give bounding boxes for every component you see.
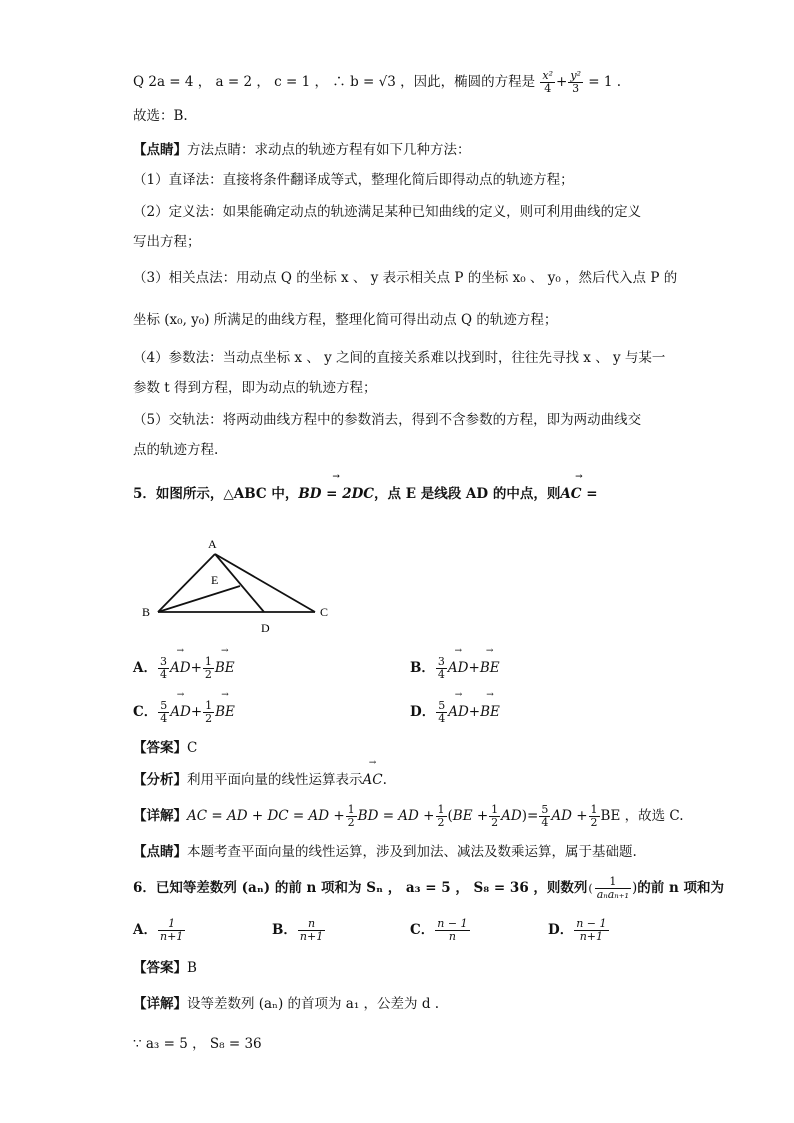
method-2-line: （2）定义法：如果能确定动点的轨迹满足某种已知曲线的定义，则可利用曲线的定义 — [133, 204, 642, 220]
label-b: B — [142, 605, 151, 619]
q5-detail: 【详解】AC = AD + DC = AD + $\frac{1}{2}$ BD = AD + $\frac{1}{2}$ (BE + $\frac{1}{2}$ AD)= $\frac{5}{4}$ AD + $\frac{1}{2}$ BE ，故选 C. — [133, 803, 684, 829]
q5-analysis: 【分析】利用平面向量的线性运算表示→ AC. — [133, 770, 387, 790]
choose-b-line: 故选：B. — [133, 108, 188, 124]
q6-answer: 【答案】B — [133, 960, 197, 976]
question-6-stem: 6．已知等差数列 (aₙ) 的前 n 项和为 Sₙ ， a₃ = 5 ， S₈ = 36 ，则数列( 1 aₙaₙ₊₁ )的前 n 项和为 — [133, 875, 724, 901]
q5-option-c[interactable]: C． $\frac{5}{4}$ → AD+ $\frac{1}{2}$ → BE — [133, 700, 235, 725]
fraction-x2-over-4: $\frac{\text{x²}}{4}$ — [542, 69, 554, 95]
method-3-cont-line: 坐标 (x₀, y₀) 所满足的曲线方程，整理化简可得出动点 Q 的轨迹方程； — [133, 312, 558, 328]
triangle-figure — [140, 534, 340, 634]
method-5-line: （5）交轨法：将两动曲线方程中的参数消去，得到不含参数的方程，即为两动曲线交 — [133, 412, 642, 428]
q6-option-d[interactable]: D． $\frac{n - 1}{n+1}$ — [548, 917, 607, 943]
method-1-line: （1）直译法：直接将条件翻译成等式，整理化简后即得动点的轨迹方程； — [133, 172, 574, 188]
label-a: A — [208, 537, 217, 551]
method-2-cont-line: 写出方程； — [133, 234, 201, 250]
segment-ad — [215, 554, 264, 612]
fraction-y2-over-3: $\frac{\text{y²}}{3}$ — [570, 69, 581, 95]
edge-ac — [215, 554, 315, 612]
q6-detail: 【详解】设等差数列 (aₙ) 的首项为 a₁ ，公差为 d . — [133, 996, 440, 1012]
question-5-stem: 5．如图所示，△ABC 中，→ BD = 2DC，点 E 是线段 AD 的中点，则→ AC = — [133, 484, 598, 504]
q5-option-d[interactable]: D． $\frac{5}{4}$ → AD+→ BE — [410, 700, 500, 725]
q6-option-b[interactable]: B． $\frac{n}{n+1}$ — [272, 917, 324, 943]
label-d: D — [261, 621, 270, 634]
q6-option-a[interactable]: A． $\frac{1}{n+1}$ — [133, 917, 184, 943]
q5-comment: 【点睛】本题考查平面向量的线性运算，涉及到加法、减法及数乘运算，属于基础题. — [133, 844, 637, 860]
q6-given: ∵ a₃ = 5 ， S₈ = 36 — [133, 1036, 262, 1052]
label-e: E — [211, 573, 219, 587]
q6-option-c[interactable]: C． $\frac{n - 1}{n}$ — [410, 917, 468, 943]
method-5-cont-line: 点的轨迹方程. — [133, 442, 219, 458]
q5-answer: 【答案】C — [133, 740, 198, 756]
q5-option-a[interactable]: A． $\frac{3}{4}$ → AD+ $\frac{1}{2}$ → BE — [133, 656, 235, 681]
method-3-line: （3）相关点法：用动点 Q 的坐标 x 、 y 表示相关点 P 的坐标 x₀ 、 y₀ ，然后代入点 P 的 — [133, 270, 678, 286]
method-summary-line: 【点睛】方法点睛：求动点的轨迹方程有如下几种方法： — [133, 142, 471, 158]
method-4-line: （4）参数法：当动点坐标 x 、 y 之间的直接关系难以找到时，往往先寻找 x 、 y 与某一 — [133, 350, 666, 366]
method-4-cont-line: 参数 t 得到方程，即为动点的轨迹方程； — [133, 380, 377, 396]
label-c: C — [320, 605, 329, 619]
ellipse-conclusion-line: Q 2a = 4 ， a = 2 ， c = 1 ， ∴ b = √3 ，因此，椭圆的方程是 $\frac{\text{x²}}{4}$ + $\frac{\text{y²}}{3}$ = 1 . — [133, 69, 622, 95]
q5-option-b[interactable]: B． $\frac{3}{4}$ → AD+→ BE — [410, 656, 500, 681]
